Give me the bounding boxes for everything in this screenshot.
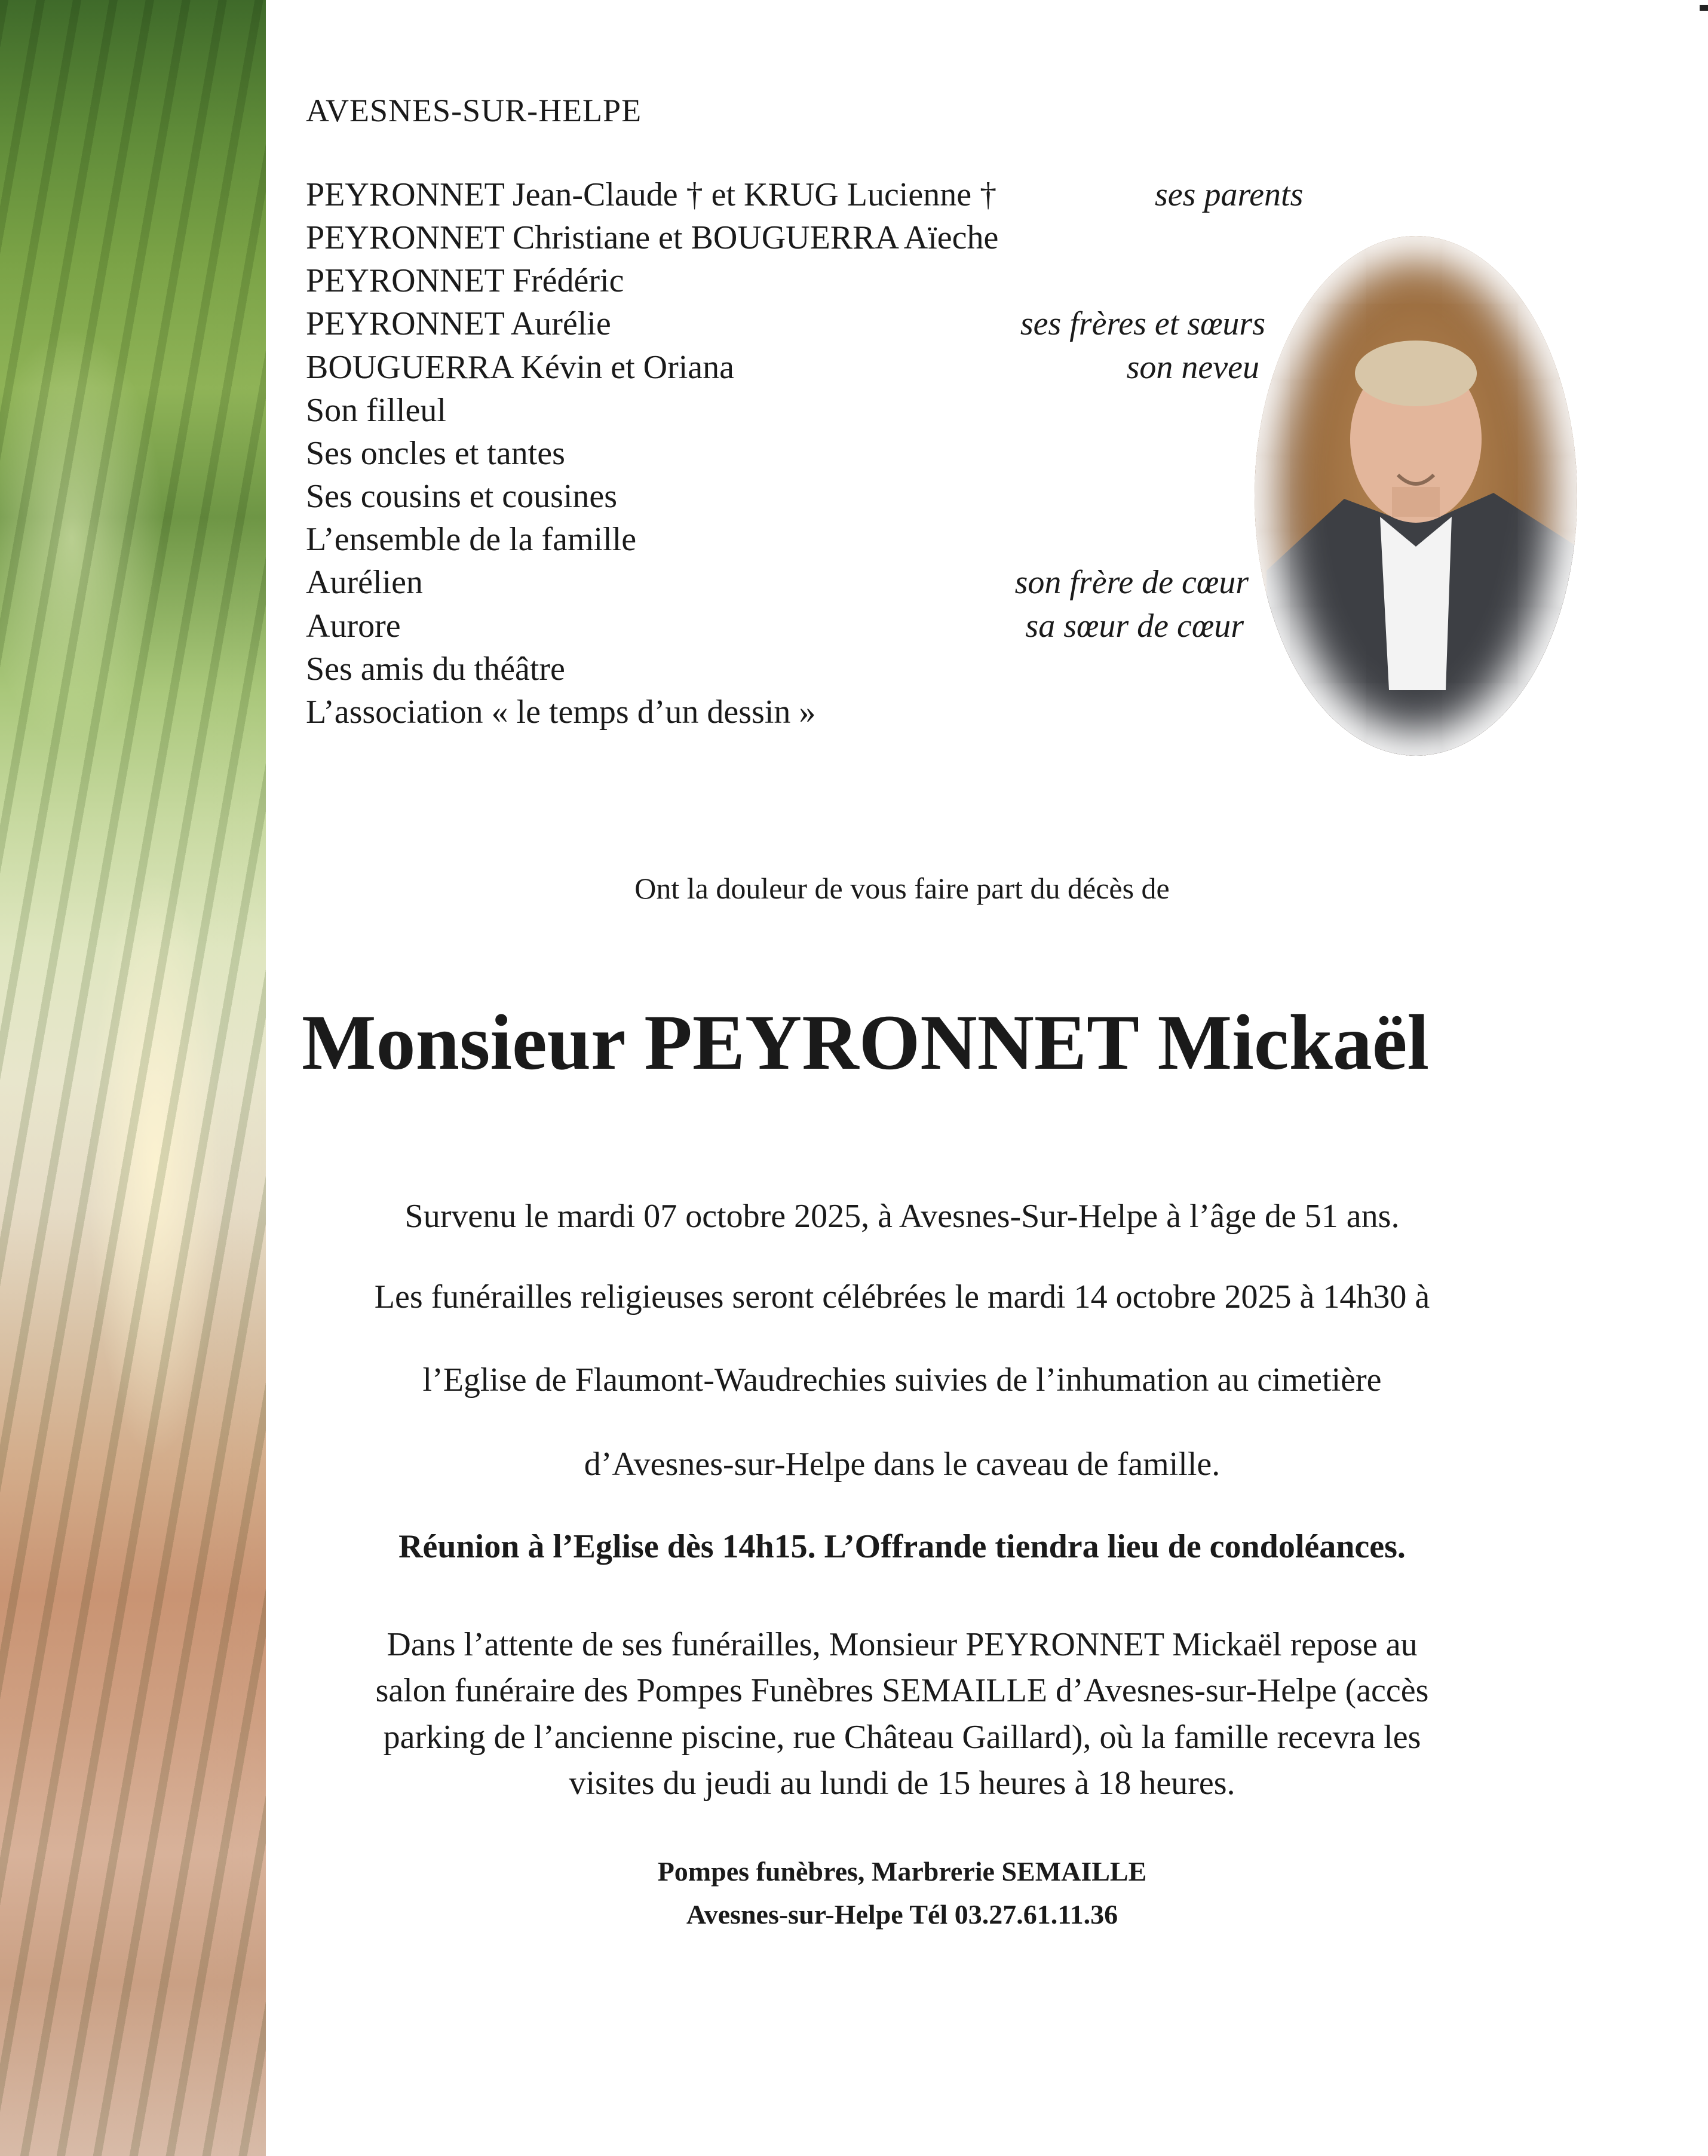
- scan-mark: [1700, 5, 1708, 11]
- funeral-line: d’Avesnes-sur-Helpe dans le caveau de famille.: [584, 1446, 1221, 1483]
- funeral-line: l’Eglise de Flaumont-Waudrechies suivies de l’inhumation au cimetière: [422, 1361, 1382, 1399]
- city-heading: AVESNES-SUR-HELPE: [306, 93, 642, 128]
- deceased-name: Monsieur PEYRONNET Mickaël: [302, 998, 1430, 1086]
- footer-contact: Avesnes-sur-Helpe Tél 03.27.61.11.36: [686, 1899, 1118, 1930]
- portrait-photo: [1255, 236, 1577, 756]
- family-line: Ses oncles et tantes: [306, 435, 565, 472]
- family-line: BOUGUERRA Kévin et Oriana: [306, 349, 735, 386]
- rest-line: Dans l’attente de ses funérailles, Monsieur PEYRONNET Mickaël repose au: [387, 1626, 1418, 1663]
- funeral-line: Les funérailles religieuses seront célébrées le mardi 14 octobre 2025 à 14h30 à: [374, 1278, 1430, 1315]
- announcement-text: Ont la douleur de vous faire part du décès de: [634, 872, 1170, 905]
- family-line: PEYRONNET Frédéric: [306, 262, 624, 299]
- family-line: Ses cousins et cousines: [306, 478, 618, 515]
- family-line: PEYRONNET Jean-Claude † et KRUG Lucienne †: [306, 176, 997, 213]
- family-line: L’association « le temps d’un dessin »: [306, 694, 816, 731]
- relation-label: ses parents: [1155, 176, 1304, 213]
- rest-line: parking de l’ancienne piscine, rue Château Gaillard), où la famille recevra les: [383, 1719, 1421, 1756]
- footer-company: Pompes funèbres, Marbrerie SEMAILLE: [657, 1856, 1147, 1887]
- death-info: Survenu le mardi 07 octobre 2025, à Avesnes-Sur-Helpe à l’âge de 51 ans.: [404, 1198, 1400, 1235]
- meeting-note: Réunion à l’Eglise dès 14h15. L’Offrande tiendra lieu de condoléances.: [398, 1528, 1406, 1565]
- portrait-figure: [1255, 236, 1577, 756]
- relation-label: son frère de cœur: [1014, 564, 1249, 601]
- forest-path-photo-band: [0, 0, 266, 2156]
- family-line: Ses amis du théâtre: [306, 651, 565, 688]
- family-line: Son filleul: [306, 392, 446, 429]
- relation-label: ses frères et sœurs: [1020, 305, 1265, 342]
- family-line: Aurore: [306, 608, 401, 645]
- rest-line: salon funéraire des Pompes Funèbres SEMAILLE d’Avesnes-sur-Helpe (accès: [375, 1672, 1429, 1709]
- family-line: PEYRONNET Aurélie: [306, 305, 611, 342]
- family-line: PEYRONNET Christiane et BOUGUERRA Aïeche: [306, 219, 999, 256]
- relation-label: son neveu: [1126, 349, 1259, 386]
- family-line: Aurélien: [306, 564, 423, 601]
- family-line: L’ensemble de la famille: [306, 521, 637, 558]
- relation-label: sa sœur de cœur: [1025, 608, 1244, 645]
- rest-line: visites du jeudi au lundi de 15 heures à 18 heures.: [569, 1765, 1235, 1802]
